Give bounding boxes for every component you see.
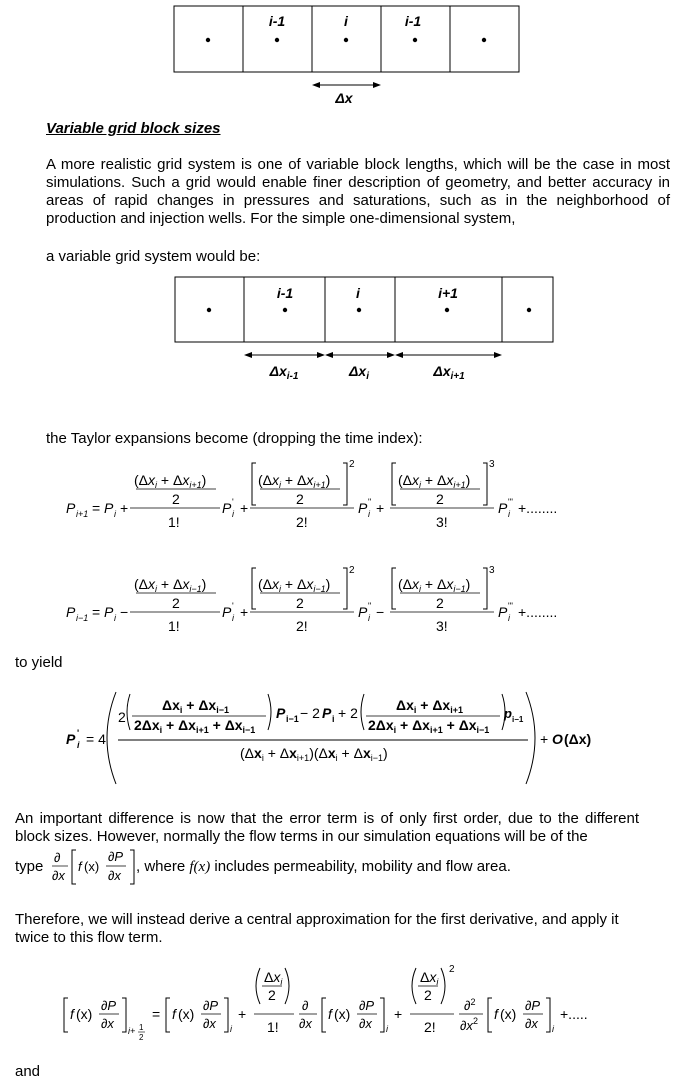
svg-text:+: + (540, 731, 549, 747)
svg-text:P: P (358, 500, 368, 516)
svg-text:2: 2 (172, 491, 180, 507)
block-label: i-1 (404, 13, 422, 29)
taylor-expansion-forward (0, 455, 678, 537)
svg-text:∂x: ∂x (108, 868, 121, 883)
svg-text:3!: 3! (436, 618, 448, 634)
grid-node (357, 308, 361, 312)
dx-label: Δx (335, 90, 353, 106)
svg-text:(x): (x) (178, 1006, 195, 1022)
svg-text:∂x: ∂x (299, 1016, 312, 1031)
paragraph: Therefore, we will instead derive a central approximation for the first derivative, and apply it twice to this flow term. (15, 911, 619, 946)
svg-text:2: 2 (349, 459, 355, 470)
svg-text:+: + (120, 500, 129, 516)
svg-text:P: P (104, 604, 114, 620)
svg-text:i: i (232, 613, 234, 623)
block-label: i+1 (438, 285, 458, 301)
svg-text:': ' (232, 497, 234, 507)
svg-text:': ' (232, 601, 234, 611)
where-text: , where (136, 858, 186, 875)
svg-text:(Δxi + Δxi−1): $(\Delta x_i + \Delta x_{i-1})$ (258, 576, 331, 594)
svg-text:f: f (172, 1006, 176, 1022)
paragraph: A more realistic grid system is one of variable block lengths, which will be the case in most simulations. Such a grid would enable finer description of geometry, and better accuracy in areas of rapid changes in pressures and saturations, such as in the neighborhood of production and injection wells. For the simple one-dimensional system, (46, 156, 670, 227)
svg-text:2: 2 (436, 491, 444, 507)
svg-text:2: 2 (139, 1033, 144, 1042)
svg-text:i: i (77, 740, 80, 750)
svg-text:P: P (358, 604, 368, 620)
paragraph: a variable grid system would be: (46, 248, 261, 265)
svg-text:(Δxi + Δxi+1): $(\Delta x_i + \Delta x_{i+1})$ (398, 472, 471, 490)
dx-label: $\Delta x_{i+1}$ (433, 363, 465, 382)
svg-text:+: + (376, 500, 385, 516)
paragraph: the Taylor expansions become (dropping the time index): (46, 430, 423, 447)
svg-text:+: + (240, 500, 249, 516)
svg-text:∂x: ∂x (525, 1016, 538, 1031)
svg-text:1: 1 (139, 1023, 144, 1032)
block-label: i (356, 285, 360, 301)
svg-text:3: 3 (489, 565, 495, 576)
variable-grid-diagram (0, 270, 678, 385)
svg-text:i: i (508, 613, 510, 623)
svg-text:i: i (552, 1024, 554, 1034)
svg-text:2!: 2! (296, 514, 308, 530)
svg-text:∂x: ∂x (101, 1016, 114, 1031)
svg-text:": " (368, 601, 372, 611)
svg-text:i+1: i+1 (76, 509, 89, 519)
svg-text:f: f (78, 859, 82, 874)
svg-text:∂P: ∂P (525, 998, 541, 1013)
dx-label: $\Delta x_i$ (349, 363, 369, 382)
first-derivative-result (0, 688, 678, 788)
svg-text:i−1: i−1 (286, 714, 299, 724)
central-approximation-equation (0, 962, 678, 1044)
grid-node (206, 38, 210, 42)
svg-text:1!: 1! (168, 514, 180, 530)
svg-text:(Δxi + Δxi+1): $(\Delta x_i + \Delta x_{i+1})$ (258, 472, 331, 490)
suffix-text: includes permeability, mobility and flow area. (214, 858, 511, 875)
svg-text:−: − (120, 604, 129, 620)
svg-text:− 2: − 2 (300, 705, 320, 721)
svg-text:∂P: ∂P (101, 998, 117, 1013)
svg-text:2: 2 (118, 709, 126, 725)
paragraph: An important difference is now that the error term is of only first order, due to the different block sizes. However, normally the flow terms in our simulation equations will be of the (15, 810, 639, 845)
svg-text:∂P: ∂P (108, 849, 124, 864)
flow-term-description (136, 858, 511, 876)
svg-text:i: i (332, 714, 335, 724)
svg-text:2: 2 (296, 595, 304, 611)
dx-label: $\Delta x_{i-1}$ (269, 363, 299, 382)
svg-text:"': "' (508, 601, 513, 611)
svg-text:': ' (77, 728, 80, 738)
svg-text:∂P: ∂P (359, 998, 375, 1013)
svg-text:+ 2: + 2 (338, 705, 358, 721)
svg-text:∂: ∂ (302, 998, 309, 1013)
svg-text:2: 2 (449, 964, 455, 975)
svg-text:(Δxi + Δxi+1): $(\Delta x_i + \Delta x_{i+1})$ (134, 472, 207, 490)
flow-term-expression (50, 846, 150, 890)
svg-text:3!: 3! (436, 514, 448, 530)
grid-node (344, 38, 348, 42)
grid-node (445, 308, 449, 312)
svg-text:(Δx): (Δx) (564, 731, 592, 747)
svg-text:∂x: ∂x (52, 868, 65, 883)
svg-text:∂x2: $\partial x^2$ (460, 1016, 478, 1033)
grid-node (275, 38, 279, 42)
svg-text:∂2: ∂$^2$ (464, 997, 476, 1013)
svg-text:2: 2 (424, 987, 432, 1003)
svg-text:i: i (368, 509, 370, 519)
svg-text:∂x: ∂x (203, 1016, 216, 1031)
svg-text:i: i (368, 613, 370, 623)
svg-text:2: 2 (172, 595, 180, 611)
section-heading: Variable grid block sizes (46, 120, 221, 137)
svg-text:i: i (232, 509, 234, 519)
taylor-expansion-backward (0, 563, 678, 645)
svg-text:∂P: ∂P (203, 998, 219, 1013)
svg-text:∂: ∂ (54, 850, 61, 865)
svg-text:(x): (x) (334, 1006, 351, 1022)
svg-text:2Δxi + Δxi+1 + Δxi−1: $2\Delta x_i + \Delta x_{i+1} + \Delta x_{i-1}$ (134, 717, 256, 735)
svg-text:+........: +........ (518, 500, 558, 516)
svg-text:2: 2 (436, 595, 444, 611)
svg-text:P: P (222, 604, 232, 620)
svg-text:(x): (x) (84, 859, 100, 874)
svg-text:i−1: i−1 (76, 613, 89, 623)
svg-text:i: i (508, 509, 510, 519)
svg-text:1!: 1! (267, 1019, 279, 1035)
svg-text:f: f (328, 1006, 332, 1022)
svg-text:(x): (x) (500, 1006, 517, 1022)
grid-node (283, 308, 287, 312)
svg-text:i: i (230, 1024, 232, 1034)
svg-text:2: 2 (268, 987, 276, 1003)
fx-symbol: f(x) (189, 859, 211, 875)
svg-text:∂x: ∂x (359, 1016, 372, 1031)
svg-text:(Δxi + Δxi+1)(Δxi + Δxi−1): $(\Delta x_i + \Delta x_{i+1})(\Delta x_i + \Delta x_{i-1})$ (240, 745, 388, 763)
svg-text:+.....: +..... (560, 1006, 588, 1022)
svg-text:i: i (114, 509, 116, 519)
svg-text:=: = (92, 604, 101, 620)
grid-node (482, 38, 486, 42)
svg-text:2Δxi + Δxi+1 + Δxi−1: $2\Delta x_i + \Delta x_{i+1} + \Delta x_{i-1}$ (368, 717, 490, 735)
svg-text:": " (368, 497, 372, 507)
svg-text:i: i (386, 1024, 388, 1034)
svg-text:+........: +........ (518, 604, 558, 620)
svg-text:P: P (498, 604, 508, 620)
svg-text:(Δxi + Δxi−1): $(\Delta x_i + \Delta x_{i-1})$ (134, 576, 207, 594)
svg-text:=: = (92, 500, 101, 516)
svg-text:2!: 2! (424, 1019, 436, 1035)
svg-text:f: f (494, 1006, 498, 1022)
svg-text:=: = (152, 1006, 161, 1022)
svg-text:f: f (70, 1006, 74, 1022)
svg-text:+: + (394, 1006, 403, 1022)
svg-text:P: P (66, 500, 76, 516)
svg-text:P: P (222, 500, 232, 516)
type-prefix: type (15, 858, 44, 875)
svg-text:+: + (240, 604, 249, 620)
paragraph: and (15, 1063, 41, 1080)
svg-text:O: O (552, 731, 563, 747)
block-label: i-1 (276, 285, 294, 301)
svg-text:(x): (x) (76, 1006, 93, 1022)
grid-node (207, 308, 211, 312)
svg-text:= 4: = 4 (86, 731, 106, 747)
svg-text:i−1: i−1 (512, 715, 524, 724)
svg-text:Δxi + Δxi+1: $\Delta x_i + \Delta x_{i+1}$ (396, 697, 463, 715)
svg-text:3: 3 (489, 459, 495, 470)
svg-text:p: p (504, 706, 512, 721)
svg-text:+: + (238, 1006, 247, 1022)
svg-text:i+: i+ (128, 1026, 136, 1036)
svg-text:P: P (104, 500, 114, 516)
svg-text:"': "' (508, 497, 513, 507)
svg-text:P: P (498, 500, 508, 516)
uniform-grid-diagram (0, 0, 678, 110)
svg-text:Δxi: $\Delta x_i$ (420, 969, 439, 987)
block-label: i (344, 13, 348, 29)
svg-text:−: − (376, 604, 385, 620)
grid-node (413, 38, 417, 42)
block-label: i-1 (268, 13, 286, 29)
svg-text:i: i (114, 613, 116, 623)
svg-text:P: P (276, 705, 286, 721)
paragraph: to yield (15, 654, 63, 671)
svg-text:2!: 2! (296, 618, 308, 634)
svg-text:Δxi: $\Delta x_i$ (264, 969, 283, 987)
svg-text:2: 2 (296, 491, 304, 507)
svg-text:2: 2 (349, 565, 355, 576)
grid-node (527, 308, 531, 312)
svg-text:P: P (66, 604, 76, 620)
flow-term-line (15, 858, 43, 876)
svg-text:1!: 1! (168, 618, 180, 634)
svg-text:(Δxi + Δxi−1): $(\Delta x_i + \Delta x_{i-1})$ (398, 576, 471, 594)
svg-text:Δxi + Δxi−1: $\Delta x_i + \Delta x_{i-1}$ (162, 697, 229, 715)
svg-text:P: P (322, 705, 332, 721)
svg-text:P: P (66, 731, 76, 747)
